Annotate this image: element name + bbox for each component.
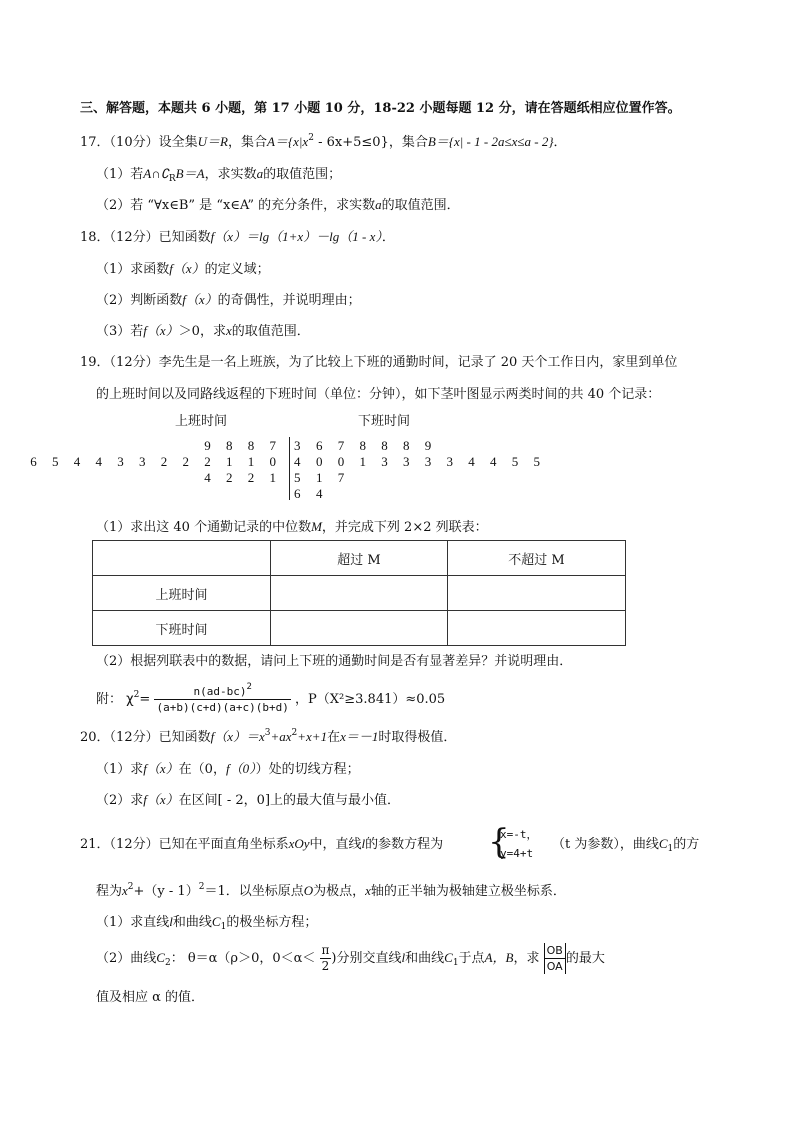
q21-stem-line1-tail: （t 为参数），曲线$C_1$的方 bbox=[552, 836, 700, 854]
stemleaf-stem: 6 bbox=[294, 486, 307, 501]
stemleaf-left-row: 4 2 2 1 bbox=[204, 470, 282, 485]
table-header: 超过 M bbox=[271, 541, 448, 576]
q18-part1: （1）求函数f（x）的定义域； bbox=[96, 261, 270, 277]
q19-appendix-formula: 附： $\chi^2=$ $\frac{n(ad-bc)^2}{(a+b)(c+d)(a+c)(b+d)}$ ，P（Χ²≥3.841）≈0.05 bbox=[96, 682, 446, 714]
section-header: 三、解答题，本题共 6 小题，第 17 小题 10 分，18-22 小题每题 12 分，请在答题纸相应位置作答。 bbox=[80, 101, 681, 116]
stemleaf-right-row: 1 7 bbox=[316, 470, 351, 485]
q18-part2: （2）判断函数f（x）的奇偶性，并说明理由； bbox=[96, 292, 361, 308]
q21-part2: （2）曲线$C_2$： θ＝α（ρ＞0，0＜α＜ $\frac{\pi}{2}$ )分别交直线l和曲线$C_1$于点A，B，求 $\frac{OB}{OA}$ 的最大 bbox=[96, 943, 605, 973]
param-y: y=4+t bbox=[500, 847, 534, 860]
q18-stem: 18．（12分）已知函数f（x）＝lg（1+x）－lg（1 - x）． bbox=[80, 229, 395, 245]
table-cell bbox=[271, 611, 448, 646]
stemleaf-stem: 4 bbox=[294, 454, 307, 469]
stemleaf-right-label: 下班时间 bbox=[358, 414, 411, 429]
stemleaf-divider bbox=[289, 437, 290, 500]
stemleaf-right-row: 0 0 1 3 3 3 3 4 4 5 5 bbox=[316, 454, 546, 469]
q20-part1: （1）求f（x）在（0，f（0））处的切线方程； bbox=[96, 761, 360, 777]
q17-part1: （1）若$A\cap∁_RB=A$，求实数a的取值范围； bbox=[96, 166, 342, 184]
q19-stem-line2: 的上班时间以及同路线返程的下班时间（单位：分钟），如下茎叶图显示两类时间的共 40 个记录： bbox=[96, 387, 661, 402]
stemleaf-left-row: 9 8 8 7 bbox=[204, 438, 282, 453]
chi-square-fraction: $\frac{n(ad-bc)^2}{(a+b)(c+d)(a+c)(b+d)}$ bbox=[156, 682, 289, 714]
table-header: 不超过 M bbox=[448, 541, 626, 576]
stemleaf-left-row: 6 5 4 4 3 3 2 2 2 1 1 0 bbox=[30, 454, 282, 469]
table-cell bbox=[448, 576, 626, 611]
table-cell bbox=[271, 576, 448, 611]
q17-part2: （2）若 “∀x∈B” 是 “x∈A” 的充分条件，求实数a的取值范围． bbox=[96, 197, 460, 213]
pi-over-two-fraction: $\frac{\pi}{2}$ bbox=[321, 943, 330, 973]
q21-stem-line1: 21．（12分）已知在平面直角坐标系xOy中，直线l的参数方程为 bbox=[80, 836, 444, 852]
stemleaf-right-row: 6 7 8 8 8 9 bbox=[316, 438, 438, 453]
q18-part3: （3）若f（x）＞0，求x的取值范围． bbox=[96, 323, 310, 339]
q21-stem-line2: 程为$x^2+(y - 1)^2=1$．以坐标原点O为极点，x轴的正半轴为极轴建立极坐标系． bbox=[96, 882, 566, 899]
ob-over-oa-fraction: $\frac{OB}{OA}$ bbox=[544, 943, 566, 974]
q20-stem: 20．（12分）已知函数$f(x)=x^3+ax^2+x+1$在x＝－1时取得极值． bbox=[80, 728, 457, 745]
table-row bbox=[93, 611, 626, 646]
q19-stem-line1: 19．（12分）李先生是一名上班族，为了比较上下班的通勤时间，记录了 20 天个工作日内，家里到单位 bbox=[80, 355, 678, 370]
param-x: x=-t， bbox=[500, 828, 538, 841]
table-header-row bbox=[93, 541, 626, 576]
stemleaf-stem: 5 bbox=[294, 470, 307, 485]
table-cell bbox=[93, 541, 271, 576]
table-row-label: 下班时间 bbox=[93, 611, 271, 646]
table-row-label: 上班时间 bbox=[93, 576, 271, 611]
param-brace: { bbox=[488, 822, 510, 862]
q21-part1: （1）求直线l和曲线$C_1$的极坐标方程； bbox=[96, 914, 318, 932]
q19-part2: （2）根据列联表中的数据，请问上下班的通勤时间是否有显著差异？并说明理由． bbox=[96, 654, 573, 669]
q19-part1: （1）求出这 40 个通勤记录的中位数M，并完成下列 2×2 列联表： bbox=[96, 519, 488, 535]
stemleaf-stem: 3 bbox=[294, 438, 307, 453]
q17-stem: 17．（10分）设全集U＝R，集合$A=\{x|x^2 - 6x+5\le 0\}$，集合B＝{x| - 1 - 2a≤x≤a - 2}． bbox=[80, 133, 567, 150]
stemleaf-left-label: 上班时间 bbox=[175, 414, 228, 429]
stemleaf-right-row: 4 bbox=[316, 486, 329, 501]
contingency-table bbox=[92, 540, 626, 646]
q20-part2: （2）求f（x）在区间[ - 2，0]上的最大值与最小值． bbox=[96, 792, 401, 808]
table-cell bbox=[448, 611, 626, 646]
q21-part2-tail: 值及相应 α 的值． bbox=[96, 990, 205, 1005]
table-row bbox=[93, 576, 626, 611]
